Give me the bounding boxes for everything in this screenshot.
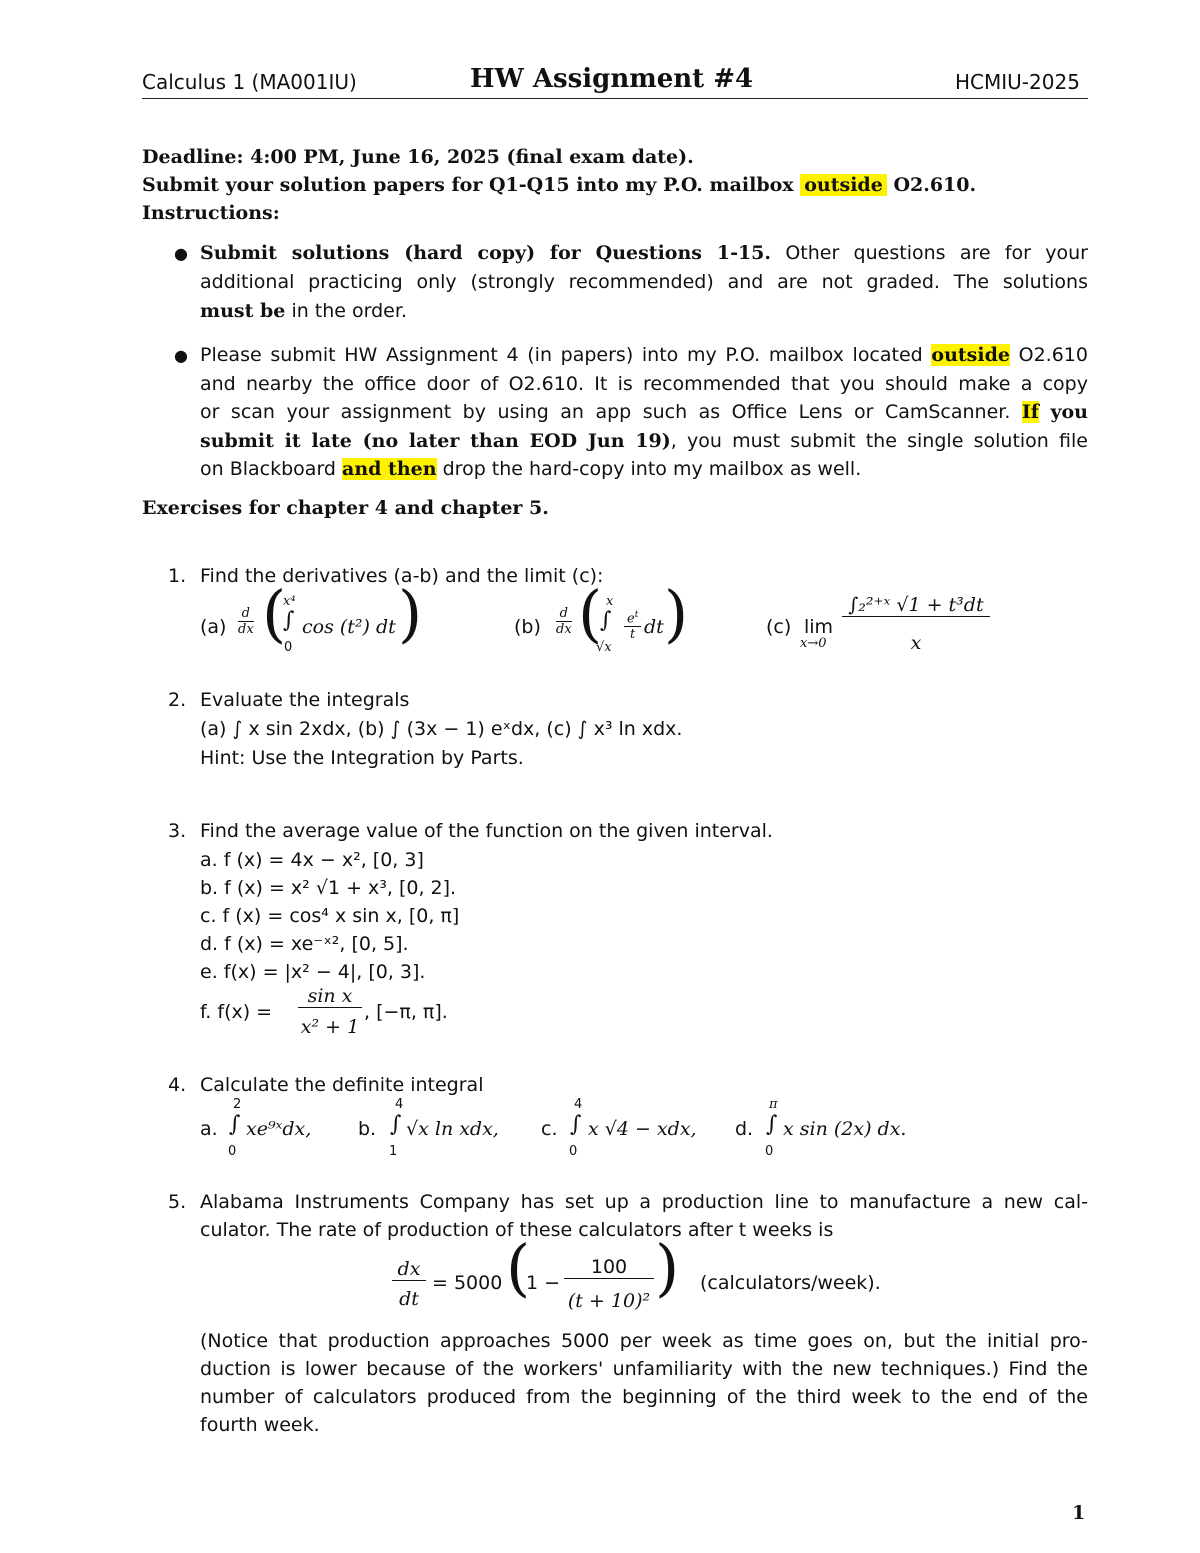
q4a-integral: ∫ bbox=[229, 1112, 241, 1137]
q5-frac-num: 100 bbox=[564, 1256, 654, 1279]
q1-text: Find the derivatives (a-b) and the limit (c): bbox=[200, 565, 604, 587]
q4c-upper: 4 bbox=[574, 1097, 583, 1112]
bullet2-line1 bbox=[200, 344, 1088, 366]
q1c-to: x→0 bbox=[800, 636, 827, 651]
q4c-expr: x √4 − xdx, bbox=[588, 1118, 697, 1140]
bullet1-line3 bbox=[200, 300, 407, 322]
q4c-lower: 0 bbox=[569, 1144, 578, 1159]
instructions-heading: Instructions: bbox=[142, 202, 280, 224]
q5-line1: Alabama Instruments Company has set up a production line to manufacture a new cal- bbox=[200, 1191, 1088, 1213]
q1b-fn: dt bbox=[644, 616, 664, 638]
q4c-label: c. bbox=[541, 1118, 558, 1140]
bullet1-line2: additional practicing only (strongly recommended) and are not graded. The solutions bbox=[200, 271, 1088, 293]
q2-text: Evaluate the integrals bbox=[200, 689, 410, 711]
q4-text: Calculate the definite integral bbox=[200, 1074, 484, 1096]
bullet-dot: ● bbox=[174, 346, 188, 365]
q5-paren-open: ( bbox=[506, 1231, 531, 1304]
course-name: Calculus 1 (MA001IU) bbox=[142, 70, 357, 94]
q5-para-line3: number of calculators produced from the beginning of the third week to the end of the bbox=[200, 1386, 1088, 1408]
q5-eq-unit: (calculators/week). bbox=[700, 1272, 881, 1294]
q1b-ddx: $\frac{d}{dx}$ bbox=[556, 606, 572, 637]
q4b-lower: 1 bbox=[389, 1144, 398, 1159]
q1a-integral: ∫ bbox=[283, 608, 295, 633]
q1c-label: (c) bbox=[766, 616, 792, 638]
q4-number: 4. bbox=[168, 1074, 187, 1096]
q3-item-a: a. f (x) = 4x − x², [0, 3] bbox=[200, 849, 424, 871]
header-rule bbox=[142, 98, 1088, 99]
q1a-label: (a) bbox=[200, 616, 227, 638]
bullet1-must: must be bbox=[200, 300, 286, 322]
bullet2-highlight-outside: outside bbox=[931, 344, 1010, 366]
q4b-expr: √x ln xdx, bbox=[406, 1118, 499, 1140]
q1c-lim: lim bbox=[804, 616, 834, 638]
q1b-frac: $\frac{e^t}{t}$ bbox=[624, 610, 641, 642]
q5-lhs-den: dt bbox=[399, 1288, 419, 1310]
school-label: HCMIU-2025 bbox=[955, 70, 1080, 94]
q1b-upper: x bbox=[606, 594, 614, 609]
q5-line2: culator. The rate of production of these calculators after t weeks is bbox=[200, 1219, 834, 1241]
q5-eq-mid: = 5000 bbox=[432, 1272, 503, 1294]
q3-text: Find the average value of the function on the given interval. bbox=[200, 820, 773, 842]
q3-f-tail: , [−π, π]. bbox=[364, 1001, 448, 1023]
q4b-upper: 4 bbox=[395, 1097, 404, 1112]
q3-f-numerator: sin x bbox=[298, 985, 362, 1008]
q3-item-d: d. f (x) = xe⁻ˣ², [0, 5]. bbox=[200, 933, 409, 955]
q3-item-b: b. f (x) = x² √1 + x³, [0, 2]. bbox=[200, 877, 457, 899]
q5-lhs-num: dx bbox=[392, 1258, 426, 1281]
q3-item-e: e. f(x) = |x² − 4|, [0, 3]. bbox=[200, 961, 426, 983]
q2-hint: Hint: Use the Integration by Parts. bbox=[200, 747, 524, 769]
q3-item-f-label: f. f(x) = bbox=[200, 1001, 273, 1023]
q4d-label: d. bbox=[735, 1118, 754, 1140]
q5-eq-one: 1 − bbox=[526, 1272, 561, 1294]
bullet2-highlight-and-then: and then bbox=[342, 458, 437, 480]
q1c-denominator: x bbox=[910, 632, 922, 654]
q5-frac-den: (t + 10)² bbox=[567, 1290, 651, 1312]
q4d-upper: π bbox=[769, 1097, 778, 1112]
q1a-lower: 0 bbox=[284, 640, 293, 655]
q1b-integral: ∫ bbox=[600, 608, 612, 633]
q1b-lower: √x bbox=[596, 640, 612, 655]
q1b-label: (b) bbox=[514, 616, 541, 638]
q2-number: 2. bbox=[168, 689, 187, 711]
q3-f-denominator: x² + 1 bbox=[300, 1016, 360, 1038]
bullet2-line5-pre: on Blackboard bbox=[200, 458, 336, 480]
q5-para-line2: duction is lower because of the workers' unfamiliarity with the new techniques.) Find the bbox=[200, 1358, 1088, 1380]
bullet2-you: you bbox=[1050, 401, 1088, 423]
q4a-lower: 0 bbox=[228, 1144, 237, 1159]
q5-paren-close: ) bbox=[655, 1231, 680, 1304]
q4b-integral: ∫ bbox=[390, 1112, 402, 1137]
q5-number: 5. bbox=[168, 1191, 187, 1213]
bullet2-highlight-if: If bbox=[1021, 401, 1039, 423]
q4b-label: b. bbox=[358, 1118, 377, 1140]
q1a-fn: cos (t²) dt bbox=[302, 616, 396, 638]
q3-number: 3. bbox=[168, 820, 187, 842]
q2-items: (a) ∫ x sin 2xdx, (b) ∫ (3x − 1) eˣdx, (c) ∫ x³ ln xdx. bbox=[200, 718, 683, 740]
bullet1-line1 bbox=[200, 242, 1088, 264]
q4c-integral: ∫ bbox=[570, 1112, 582, 1137]
q1a-upper: x⁴ bbox=[283, 594, 296, 609]
q1c-numerator: ∫₂²⁺ˣ √1 + t³dt bbox=[842, 594, 990, 617]
bullet1-tail: in the order. bbox=[291, 300, 407, 322]
submit-highlight: outside bbox=[800, 174, 887, 196]
bullet-dot: ● bbox=[174, 244, 188, 263]
bullet2-late: submit it late (no later than EOD Jun 19) bbox=[200, 430, 671, 452]
bullet1-rest: Other questions are for your bbox=[785, 242, 1088, 264]
page-number: 1 bbox=[1072, 1502, 1086, 1524]
q4a-label: a. bbox=[200, 1118, 218, 1140]
submit-post: O2.610. bbox=[893, 174, 977, 196]
bullet1-bold: Submit solutions (hard copy) for Questions 1-15. bbox=[200, 242, 772, 264]
q3-item-c: c. f (x) = cos⁴ x sin x, [0, π] bbox=[200, 905, 460, 927]
q1a-paren-open: ( bbox=[262, 577, 287, 650]
submit-line bbox=[142, 174, 976, 196]
q1b-paren-close: ) bbox=[664, 577, 689, 650]
deadline-text: Deadline: 4:00 PM, June 16, 2025 (final exam date). bbox=[142, 146, 694, 168]
q4a-expr: xe⁹ˣdx, bbox=[246, 1118, 312, 1140]
bullet2-line5-post: drop the hard-copy into my mailbox as well. bbox=[442, 458, 862, 480]
bullet2-pre: Please submit HW Assignment 4 (in papers) into my P.O. mailbox located bbox=[200, 344, 923, 366]
q1-number: 1. bbox=[168, 565, 187, 587]
q1b-paren-open: ( bbox=[578, 577, 603, 650]
page-title: HW Assignment #4 bbox=[470, 64, 754, 94]
q5-para-line1: (Notice that production approaches 5000 per week as time goes on, but the initial pro- bbox=[200, 1330, 1088, 1352]
q4d-lower: 0 bbox=[765, 1144, 774, 1159]
bullet2-line4 bbox=[200, 430, 1088, 452]
q1a-paren-close: ) bbox=[398, 577, 423, 650]
bullet2-line3 bbox=[200, 401, 1088, 423]
bullet2-line5 bbox=[200, 458, 861, 480]
submit-pre: Submit your solution papers for Q1-Q15 into my P.O. mailbox bbox=[142, 174, 794, 196]
q5-para-line4: fourth week. bbox=[200, 1414, 320, 1436]
section-title: Exercises for chapter 4 and chapter 5. bbox=[142, 497, 549, 519]
bullet2-post: O2.610 bbox=[1018, 344, 1088, 366]
bullet2-line2: and nearby the office door of O2.610. It is recommended that you should make a copy bbox=[200, 373, 1088, 395]
q4d-expr: x sin (2x) dx. bbox=[783, 1118, 907, 1140]
q4d-integral: ∫ bbox=[766, 1112, 778, 1137]
q4a-upper: 2 bbox=[233, 1097, 242, 1112]
bullet2-line3-pre: or scan your assignment by using an app such as Office Lens or CamScanner. bbox=[200, 401, 1011, 423]
bullet2-line4-rest: , you must submit the single solution file bbox=[670, 430, 1088, 452]
q1a-ddx: $\frac{d}{dx}$ bbox=[238, 606, 254, 637]
